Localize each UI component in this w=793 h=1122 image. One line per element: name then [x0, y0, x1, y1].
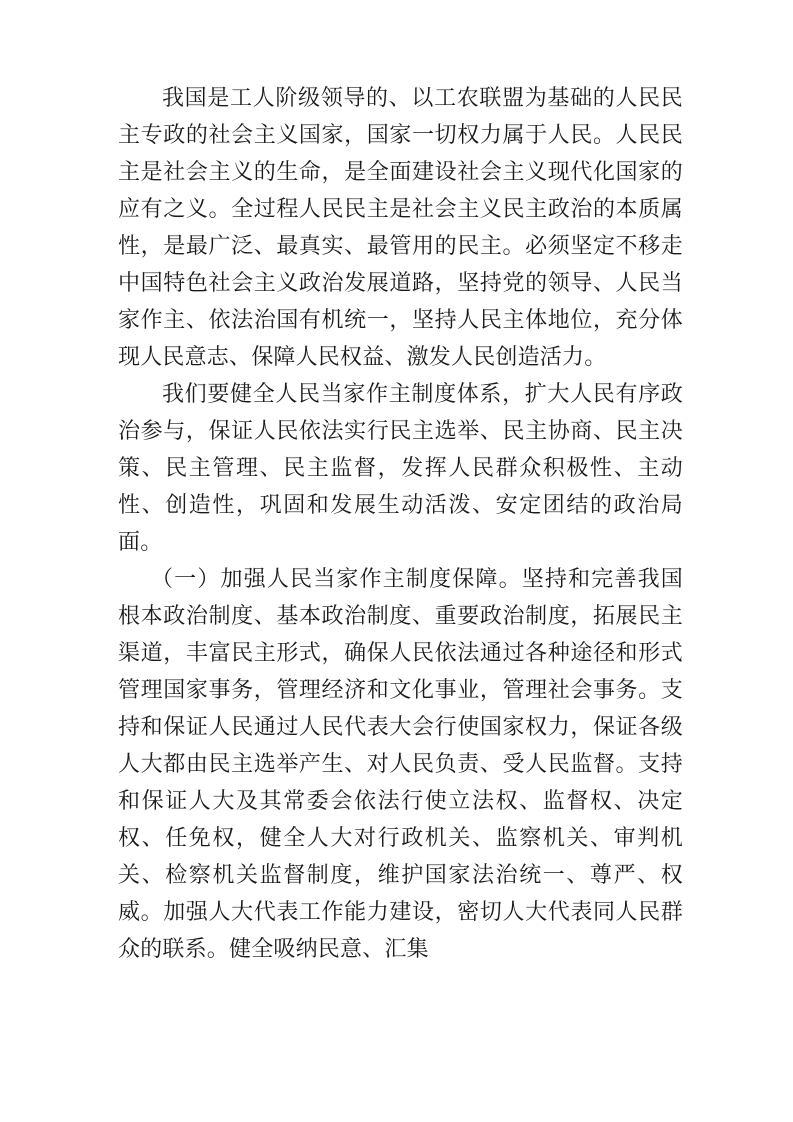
paragraph-1: 我国是工人阶级领导的、以工农联盟为基础的人民民主专政的社会主义国家，国家一切权力属于人民。人民民主是社会主义的生命，是全面建设社会主义现代化国家的应有之义。全过程人民民主是社会主义民主政治的本质属性，是最广泛、最真实、最管用的民主。必须坚定不移走中国特色社会主义政治发展道路，坚持党的领导、人民当家作主、依法治国有机统一，坚持人民主体地位，充分体现人民意志、保障人民权益、激发人民创造活力。: [118, 86, 683, 370]
paragraph-3: （一）加强人民当家作主制度保障。坚持和完善我国根本政治制度、基本政治制度、重要政治制度，拓展民主渠道，丰富民主形式，确保人民依法通过各种途径和形式管理国家事务，管理经济和文化事业，管理社会事务。支持和保证人民通过人民代表大会行使国家权力，保证各级人大都由民主选举产生、对人民负责、受人民监督。支持和保证人大及其常委会依法行使立法权、监督权、决定权、任免权，健全人大对行政机关、监察机关、审判机关、检察机关监督制度，维护国家法治统一、尊严、权威。加强人大代表工作能力建设，密切人大代表同人民群众的联系。健全吸纳民意、汇集: [118, 567, 683, 962]
paragraph-2: 我们要健全人民当家作主制度体系，扩大人民有序政治参与，保证人民依法实行民主选举、民主协商、民主决策、民主管理、民主监督，发挥人民群众积极性、主动性、创造性，巩固和发展生动活泼、安定团结的政治局面。: [118, 382, 683, 555]
document-body: [118, 80, 683, 968]
